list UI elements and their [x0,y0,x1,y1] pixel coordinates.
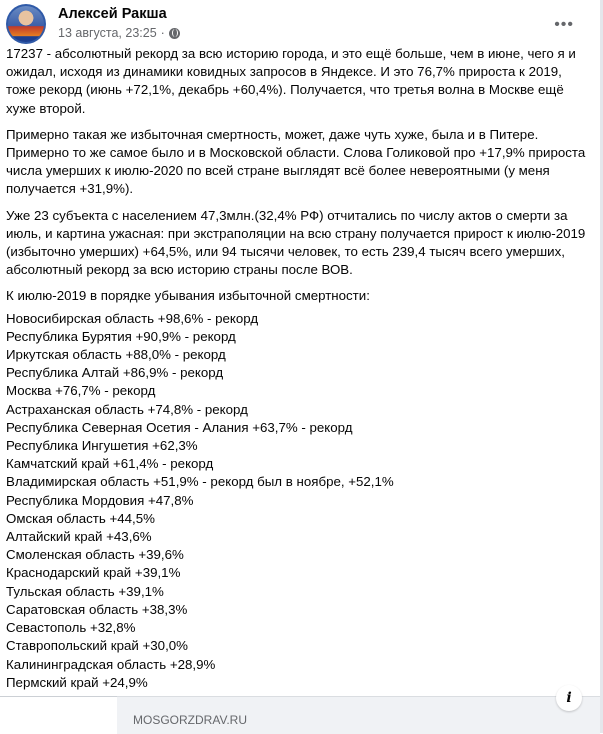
info-icon[interactable]: i [556,685,582,711]
paragraph: Примерно такая же избыточная смертность, может, даже чуть хуже, была и в Питере. Примерно то же самое было и в Московской области. Слова Голиковой про +17,9% прироста числа умерших к июлю-2020 по всей стране выглядят всё более невероятными (у меня получается +31,9%). [6,126,586,197]
list-item: Астраханская область +74,8% - рекорд [6,401,248,417]
paragraph: 17237 - абсолютный рекорд за всю историю города, и это ещё больше, чем в июне, чего я и ожидал, исходя из динамики ковидных запросов в Яндексе. И это 76,7% прироста к 2019, тоже рекорд (июнь +72,1%, декабрь +60,4%). Получается, что третья волна в Москве ещё хуже второй. [6,46,576,116]
post-date[interactable]: 13 августа, 23:25 [58,26,157,40]
more-options-icon[interactable]: ••• [554,16,574,33]
region-list [6,310,594,692]
globe-icon[interactable] [169,28,180,39]
list-intro: К июлю-2019 в порядке убывания избыточной смертности: [6,288,370,304]
divider [0,696,117,697]
list-item: Камчатский край +61,4% - рекорд [6,456,214,472]
list-item: Владимирская область +51,9% - рекорд был в ноябре, +52,1% [6,474,394,490]
list-item: Республика Ингушетия +62,3% [6,438,198,454]
list-item: Республика Северная Осетия - Алания +63,7% - рекорд [6,419,353,435]
list-item: Республика Алтай +86,9% - рекорд [6,365,224,381]
author-avatar[interactable] [6,4,46,44]
author-name[interactable]: Алексей Ракша [58,6,167,22]
list-item: Краснодарский край +39,1% [6,565,181,581]
list-item: Севастополь +32,8% [6,620,136,636]
list-item: Саратовская область +38,3% [6,601,188,617]
list-item: Москва +76,7% - рекорд [6,383,156,399]
list-item: Тульская область +39,1% [6,583,164,599]
list-item: Иркутская область +88,0% - рекорд [6,347,226,363]
list-item: Омская область +44,5% [6,510,155,526]
list-item: Республика Бурятия +90,9% - рекорд [6,328,236,344]
list-item: Пермский край +24,9% [6,674,148,690]
meta-separator: · [160,26,165,40]
link-preview[interactable] [117,690,600,734]
list-item: Калининградская область +28,9% [6,656,216,672]
paragraph: Уже 23 субъекта с населением 47,3млн.(32,4% РФ) отчитались по числу актов о смерти за июль, и картина ужасная: при экстраполяции на всю страну получается прирост к июлю-2019 (избыточно умерших) +64,5%, или 94 тысячи человек, то есть 239,4 тысяч всего умерших, абсолютный рекорд за всю историю страны после ВОВ. [6,207,586,278]
list-item: Ставропольский край +30,0% [6,638,188,654]
post-header [6,4,596,44]
preview-domain: MOSGORZDRAV.RU [133,713,248,727]
post-body [6,45,594,692]
list-item: Новосибирская область +98,6% - рекорд [6,310,259,326]
post-meta [58,26,180,40]
list-item: Алтайский край +43,6% [6,529,152,545]
list-item: Республика Мордовия +47,8% [6,492,194,508]
list-item: Смоленская область +39,6% [6,547,184,563]
